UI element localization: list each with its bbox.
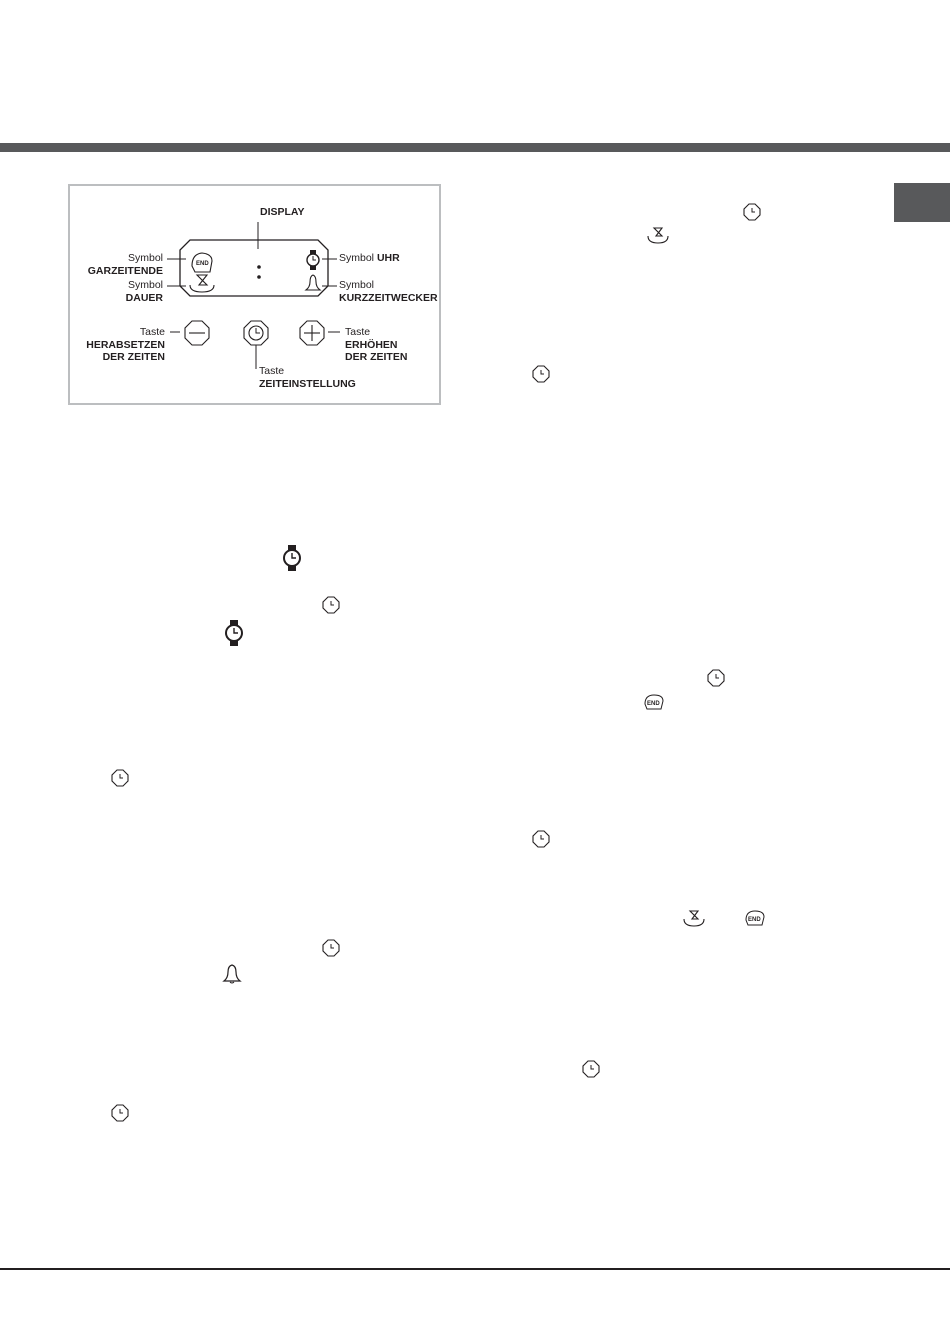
- clock-symbol-label: Symbol UHR: [339, 252, 400, 264]
- end-icon: [642, 693, 666, 711]
- clock-key-icon: [322, 596, 340, 614]
- clock-key-icon: [532, 365, 550, 383]
- minus-key-label: Taste HERABSETZEN DER ZEITEN: [86, 326, 165, 363]
- clock-key-icon: [322, 939, 340, 957]
- display-label: DISPLAY: [260, 206, 305, 218]
- clock-key-icon: [743, 203, 761, 221]
- clock-key-icon: [111, 1104, 129, 1122]
- plus-key-label: Taste ERHÖHEN DER ZEITEN: [345, 326, 408, 363]
- end-symbol-label: Symbol GARZEITENDE: [87, 252, 163, 277]
- end-icon: [743, 909, 767, 927]
- display-colon-dot: [257, 265, 261, 269]
- watch-icon: [225, 620, 243, 646]
- hourglass-icon: [682, 909, 706, 929]
- clock-key-icon: [111, 769, 129, 787]
- footer-rule: [0, 1268, 950, 1270]
- svg-text:END: END: [196, 261, 209, 267]
- language-tab-marker: [894, 183, 950, 222]
- bell-icon: [222, 963, 242, 985]
- svg-text:END: END: [647, 701, 660, 707]
- time-set-key-label: Taste ZEITEINSTELLUNG: [259, 365, 356, 390]
- timer-symbol-label: Symbol KURZZEITWECKER: [339, 279, 438, 304]
- display-frame: [180, 240, 328, 296]
- watch-icon: [283, 545, 301, 571]
- end-symbol-icon: [192, 253, 212, 272]
- hourglass-icon: [646, 226, 670, 246]
- duration-symbol-label: Symbol DAUER: [125, 279, 163, 304]
- bell-symbol-icon: [306, 275, 320, 290]
- header-rule: [0, 143, 950, 152]
- clock-key-icon: [532, 830, 550, 848]
- control-panel-diagram: [68, 184, 441, 405]
- clock-symbol-icon: [307, 250, 319, 270]
- svg-text:END: END: [748, 917, 761, 923]
- clock-key-icon: [582, 1060, 600, 1078]
- display-colon-dot: [257, 275, 261, 279]
- clock-key-icon: [707, 669, 725, 687]
- duration-symbol-icon: [190, 275, 214, 292]
